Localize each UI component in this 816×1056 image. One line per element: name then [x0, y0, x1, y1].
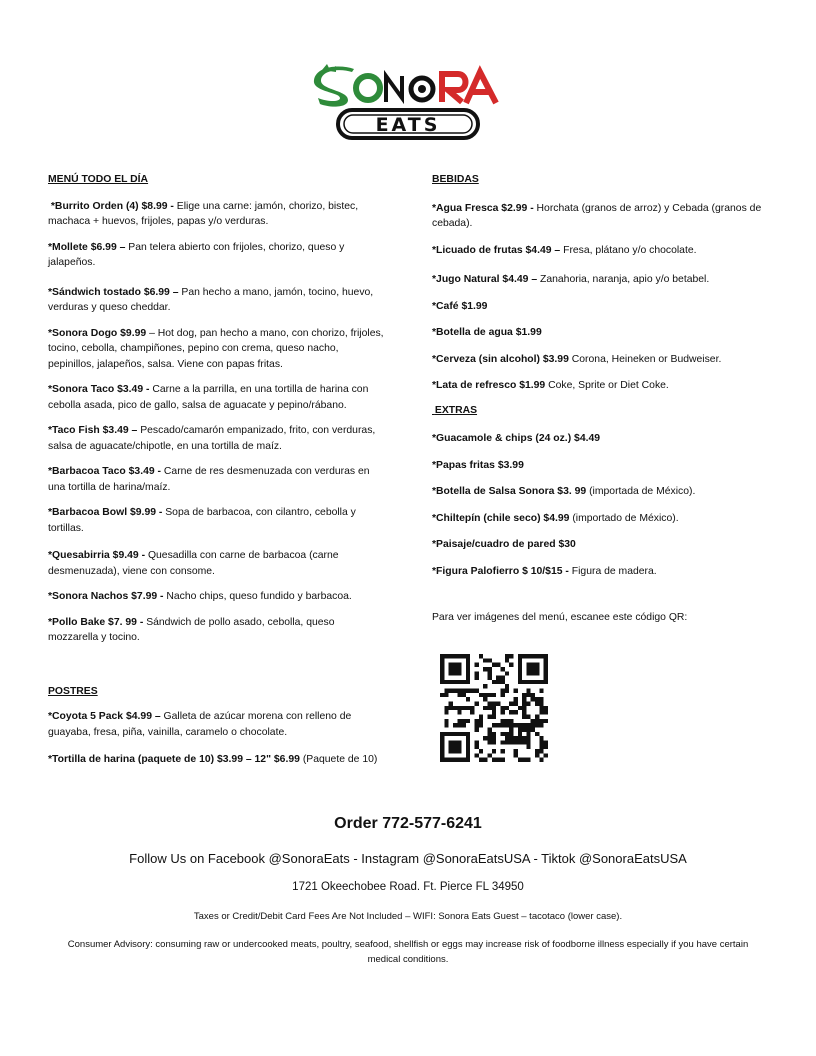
item-desc: Sopa de barbacoa, con cilantro, cebolla y tortillas. [48, 507, 356, 534]
item-name: *Barbacoa Taco $3.49 - [48, 466, 162, 477]
extras-heading [432, 403, 767, 419]
menu-item [48, 464, 386, 495]
bebidas-heading: BEBIDAS [432, 174, 479, 185]
extra-item [432, 511, 767, 527]
qr-code[interactable] [440, 654, 548, 762]
item-name: *Pollo Bake $7. 99 - [48, 616, 144, 628]
item-name: *Barbacoa Bowl $9.99 - [48, 507, 163, 518]
item-desc: Sándwich de pollo asado, cebolla, queso mozzarella y tocino. [48, 616, 335, 643]
item-desc: (importada de México). [589, 486, 696, 497]
item-desc: Quesadilla con carne de barbacoa (carne desmenuzada), viene con consome. [48, 550, 339, 577]
item-name: *Tortilla de harina (paquete de 10) $3.99 – 12" $6.99 [48, 754, 300, 765]
item-desc: Carne de res desmenuzada con verduras en una tortilla de harina/maíz. [48, 466, 370, 493]
menu-item [48, 548, 386, 579]
logo-eats-pill [338, 110, 478, 138]
item-desc: Zanahoria, naranja, apio y/o betabel. [540, 274, 710, 285]
postre-item [48, 752, 386, 768]
item-name: *Chiltepín (chile seco) $4.99 [432, 512, 570, 524]
item-name: *Guacamole & chips (24 oz.) $4.49 [432, 433, 601, 444]
bebida-item [432, 272, 767, 288]
extra-item [432, 564, 767, 580]
postres-heading: POSTRES [48, 685, 98, 697]
item-desc: – Hot dog, pan hecho a mano, con chorizo, frijoles, tocino, cebolla, champiñones, pepino con crema, queso nacho, pepinillos, jalapeños, salsa. Viene con papas fritas. [48, 327, 384, 370]
bebida-item [432, 352, 767, 368]
extras-heading-text: EXTRAS [434, 404, 478, 416]
sonora-eats-logo [0, 60, 816, 142]
item-desc: Elige una carne: jamón, chorizo, bistec, machaca + huevos, frijoles, papas y/o verduras. [48, 200, 359, 227]
item-name: *Cerveza (sin alcohol) $3.99 [432, 353, 569, 365]
extra-item [432, 458, 767, 474]
consumer-advisory: Consumer Advisory: consuming raw or undercooked meats, poultry, seafood, shellfish or eggs may increase risk of foodborne illness especially if you have certain medical conditions. [67, 939, 749, 965]
item-desc: Galleta de azúcar morena con relleno de guayaba, fresa, piña, vainilla, caramelo o chocolate. [48, 711, 352, 738]
item-name: *Sonora Nachos $7.99 - [48, 591, 164, 602]
bebida-item [432, 378, 767, 394]
menu-item [48, 505, 386, 536]
item-name: *Botella de agua $1.99 [432, 327, 542, 338]
logo-eats-text: EATS [375, 114, 441, 136]
item-desc: Pescado/camarón empanizado, frito, con verduras, salsa de aguacate/chipotle, en una tortilla de maíz. [48, 425, 376, 452]
item-desc: (Paquete de 10) [302, 754, 378, 765]
menu-item [48, 285, 386, 316]
menu-item [48, 240, 386, 271]
extra-item [432, 431, 767, 447]
item-desc: Figura de madera. [571, 565, 657, 577]
item-name: *Papas fritas $3.99 [432, 459, 524, 471]
right-column [432, 172, 767, 626]
item-name: *Jugo Natural $4.49 – [432, 274, 538, 285]
menu-item [48, 589, 386, 605]
menu-item [48, 199, 386, 230]
bebida-item [432, 243, 767, 259]
social-follow: Follow Us on Facebook @SonoraEats - Instagram @SonoraEatsUSA - Tiktok @SonoraEatsUSA [129, 851, 687, 866]
item-name: *Café $1.99 [432, 300, 488, 312]
item-desc: Corona, Heineken or Budweiser. [571, 353, 722, 365]
item-desc: Pan hecho a mano, jamón, tocino, huevo, verduras y queso cheddar. [48, 286, 374, 313]
item-name: *Taco Fish $3.49 – [48, 425, 138, 436]
item-desc: Pan telera abierto con frijoles, chorizo, queso y jalapeños. [48, 241, 345, 268]
item-desc: (importado de México). [572, 512, 679, 524]
item-name: *Sonora Taco $3.49 - [48, 384, 150, 395]
menu-item [48, 423, 386, 454]
item-name: *Sonora Dogo $9.99 [48, 327, 147, 339]
item-desc: Nacho chips, queso fundido y barbacoa. [166, 591, 352, 602]
item-name: *Paisaje/cuadro de pared $30 [432, 539, 576, 550]
item-name: *Sándwich tostado $6.99 – [48, 286, 179, 298]
item-name: *Figura Palofierro $ 10/$15 - [432, 565, 569, 577]
item-desc: Horchata (granos de arroz) y Cebada (granos de cebada). [432, 202, 762, 229]
item-name: *Lata de refresco $1.99 [432, 380, 546, 391]
extra-item [432, 484, 767, 500]
item-desc: Coke, Sprite or Diet Coke. [548, 380, 669, 391]
bebida-item [432, 299, 767, 315]
bebida-item [432, 201, 767, 232]
qr-caption: Para ver imágenes del menú, escanee este código QR: [432, 612, 688, 623]
item-name: *Burrito Orden (4) $8.99 - [50, 200, 174, 212]
item-name: *Quesabirria $9.49 - [48, 550, 146, 561]
logo-sonora-word [314, 64, 496, 107]
item-name: *Licuado de frutas $4.49 – [432, 244, 561, 256]
address: 1721 Okeechobee Road. Ft. Pierce FL 34950 [292, 881, 524, 893]
item-desc: Fresa, plátano y/o chocolate. [563, 244, 697, 256]
item-name: *Agua Fresca $2.99 - [432, 202, 534, 214]
item-name: *Botella de Salsa Sonora $3. 99 [432, 486, 587, 497]
menu-item [48, 382, 386, 413]
menu-item [48, 615, 386, 646]
item-desc: Carne a la parrilla, en una tortilla de harina con cebolla asada, pico de gallo, salsa de aguacate y pepino/rábano. [48, 384, 369, 411]
left-column [48, 172, 386, 768]
taxes-wifi-note: Taxes or Credit/Debit Card Fees Are Not Included – WIFI: Sonora Eats Guest – tacotaco (lower case). [193, 911, 623, 922]
item-name: *Coyota 5 Pack $4.99 – [48, 711, 161, 722]
item-name: *Mollete $6.99 – [48, 241, 126, 253]
menu-item [48, 326, 386, 373]
order-phone: Order 772-577-6241 [334, 815, 482, 832]
menu-todo-heading: MENÚ TODO EL DÍA [48, 174, 149, 185]
bebida-item [432, 325, 767, 341]
postre-item [48, 709, 386, 740]
extra-item [432, 537, 767, 553]
